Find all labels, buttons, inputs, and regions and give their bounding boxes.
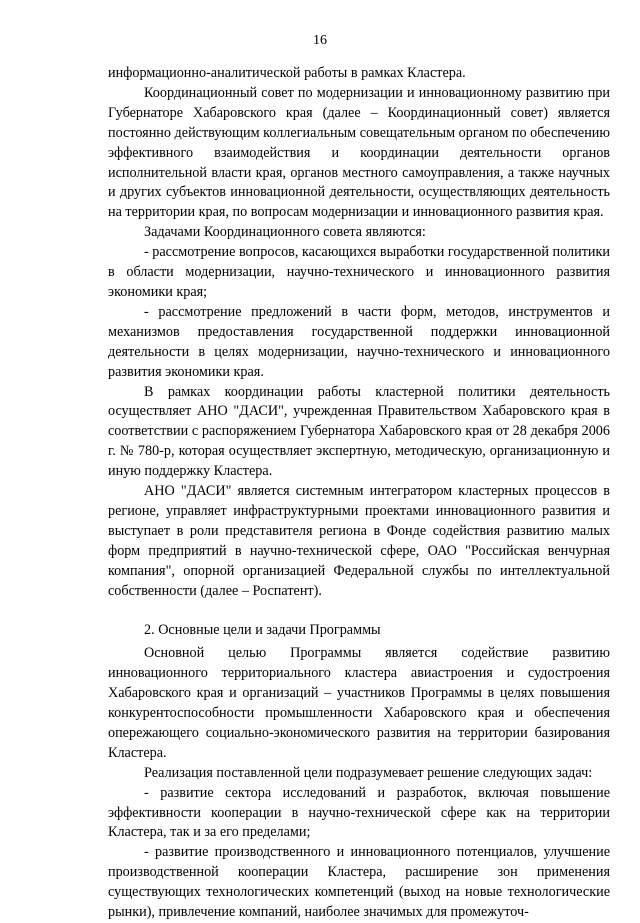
- list-item: - развитие сектора исследований и разработок, включая повышение эффективности кооперации в научно-технической сфере как на территории Кластера, так и за его пределами;: [108, 784, 610, 841]
- paragraph: АНО "ДАСИ" является системным интегратором кластерных процессов в регионе, управляет инфраструктурными проектами инновационного развития и выступает в роли представителя региона в Фонде содействия развитию малых форм предприятий в научно-технической сфере, ОАО "Российская венчурная компания", опорной организацией Федеральной службы по интеллектуальной собственности (далее – Роспатент).: [108, 483, 610, 599]
- document-body: [108, 64, 610, 923]
- paragraph: В рамках координации работы кластерной политики деятельность осуществляет АНО "ДАСИ", учрежденная Правительством Хабаровского края в соответствии с распоряжением Губернатора Хабаровского края от 28 декабря 2006 г. № 780-р, которая осуществляет экспертную, методическую, организационную и иную поддержку Кластера.: [108, 383, 610, 480]
- list-item: - развитие производственного и инновационного потенциалов, улучшение производственной кооперации Кластера, расширение зон применения существующих технологических компетенций (выход на новые технологические рынки), привлечение компаний, наиболее значимых для промежуточ-: [108, 844, 610, 921]
- paragraph: Координационный совет по модернизации и инновационному развитию при Губернаторе Хабаровского края (далее – Координационный совет) является постоянно действующим коллегиальным совещательным органом по обеспечению эффективного взаимодействия и координации деятельности органов исполнительной власти края, органов местного самоуправления, а также научных и других субъектов инновационной деятельности, осуществляющих деятельность на территории края, по вопросам модернизации и инновационного развития края.: [108, 84, 610, 221]
- page-number: 16: [313, 33, 327, 48]
- list-item: - рассмотрение вопросов, касающихся выработки государственной политики в области модернизации, научно-технического и инновационного развития экономики края;: [108, 244, 610, 300]
- paragraph: Задачами Координационного совета являются:: [144, 224, 426, 241]
- paragraph-continuation: информационно-аналитической работы в рамках Кластера.: [108, 65, 466, 81]
- paragraph: Реализация поставленной цели подразумевает решение следующих задач:: [144, 764, 593, 781]
- list-item: - рассмотрение предложений в части форм, методов, инструментов и механизмов предоставления государственной поддержки инновационной деятельности в целях модернизации, научно-технического и инновационного развития экономики края.: [108, 303, 610, 380]
- paragraph: Основной целью Программы является содействие развитию инновационного территориального кластера авиастроения и судостроения Хабаровского края и организаций – участников Программы в целях повышения конкурентоспособности промышленности Хабаровского края и обеспечения опережающего социально-экономического развития на территории базирования Кластера.: [108, 645, 610, 761]
- section-heading: 2. Основные цели и задачи Программы: [144, 622, 381, 639]
